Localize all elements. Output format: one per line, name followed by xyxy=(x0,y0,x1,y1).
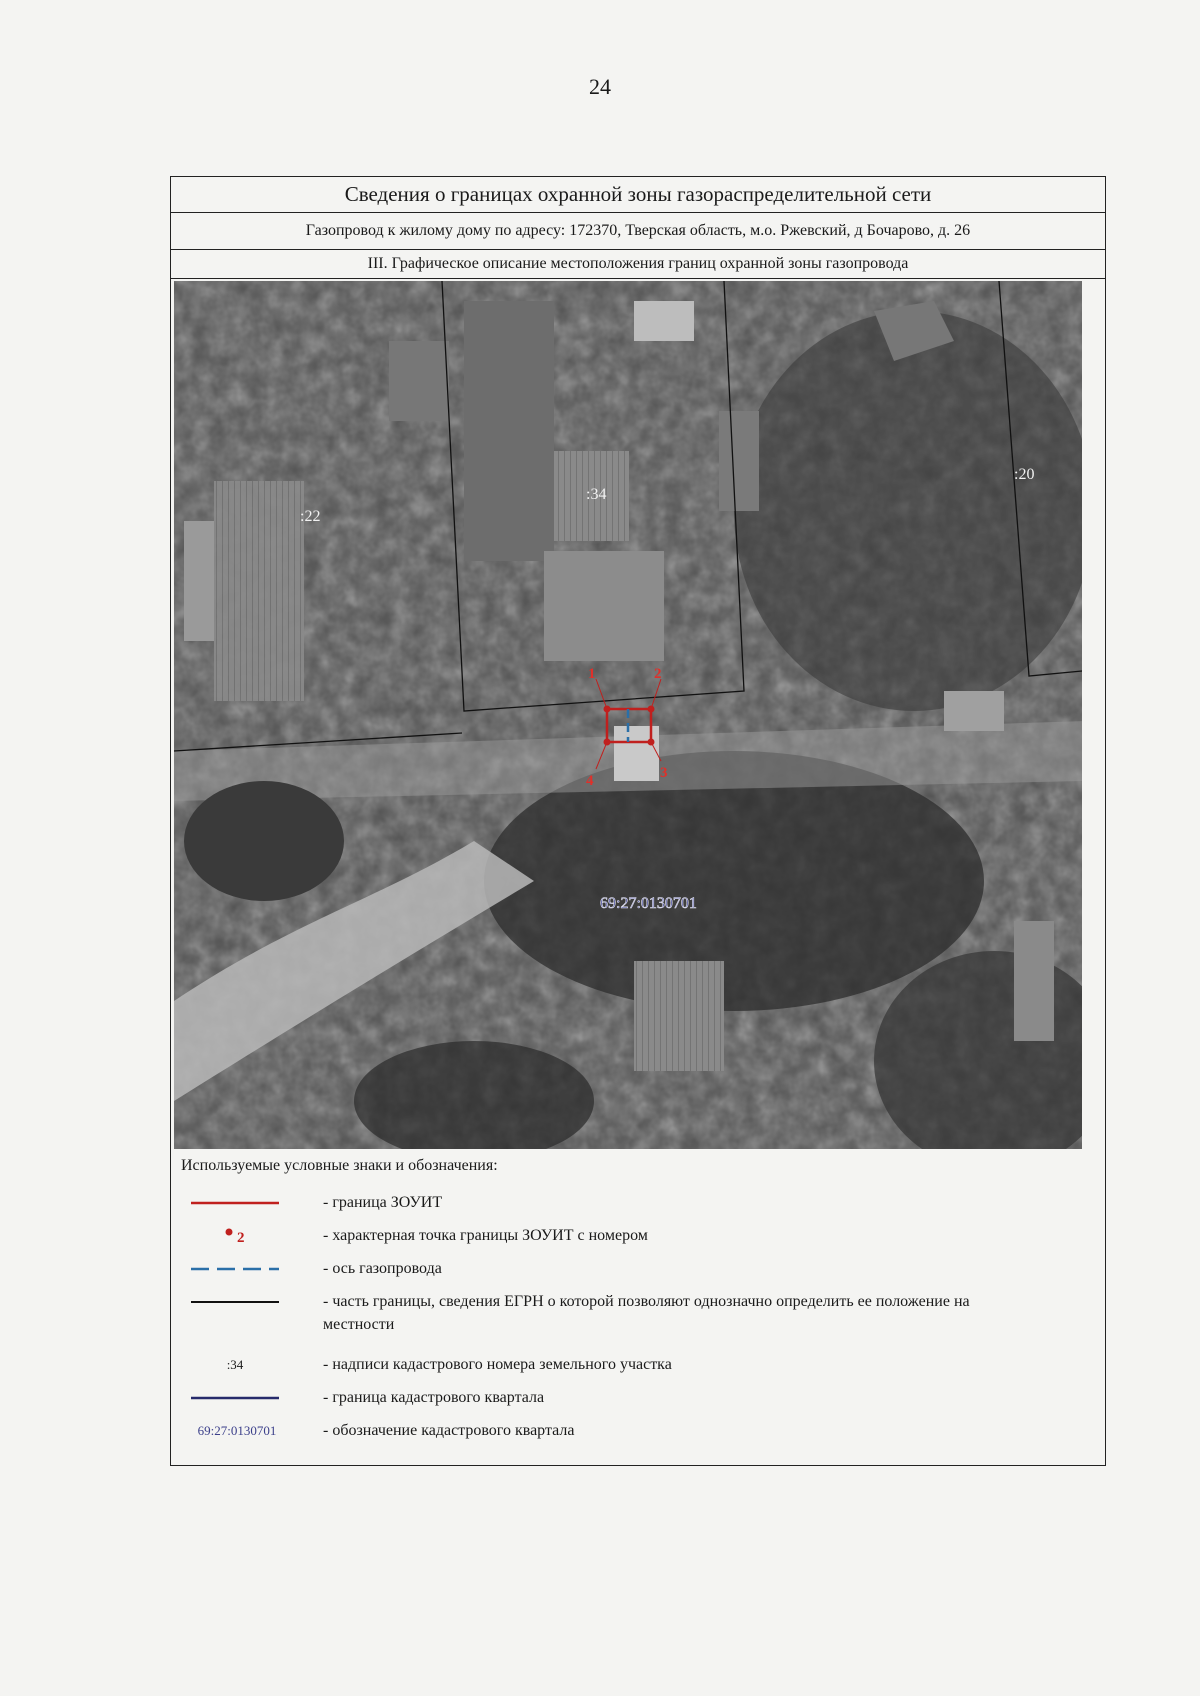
red-point-symbol xyxy=(189,1224,281,1248)
point-label: 3 xyxy=(660,765,668,781)
legend-caption: Используемые условные знаки и обозначения: xyxy=(181,1157,498,1174)
dark-blue-line-symbol xyxy=(189,1386,281,1410)
legend-symbol-text: 2 xyxy=(237,1230,245,1246)
quarter-label-symbol: 69:27:0130701 xyxy=(197,1423,277,1438)
document-frame xyxy=(170,176,1106,1466)
page-number: 24 xyxy=(589,74,611,99)
document-title: Сведения о границах охранной зоны газораспределительной сети xyxy=(171,177,1105,213)
parcel-label: :22 xyxy=(300,508,321,525)
red-line-symbol xyxy=(189,1191,281,1215)
point-label: 4 xyxy=(586,773,594,789)
blue-dashed-line-symbol xyxy=(189,1257,281,1281)
parcel-label: :20 xyxy=(1014,466,1035,483)
aerial-map-canvas xyxy=(174,281,1082,1149)
legend-label: - ось газопровода xyxy=(323,1260,442,1277)
legend-label: - часть границы, сведения ЕГРН о которой позволяют однозначно определить ее положение на местности xyxy=(323,1293,970,1333)
legend-label: - граница кадастрового квартала xyxy=(323,1389,545,1406)
black-line-symbol xyxy=(189,1290,281,1314)
aerial-map xyxy=(174,281,1082,1149)
quarter-label: 69:27:0130701 xyxy=(600,895,697,912)
parcel-label-symbol: :34 xyxy=(226,1357,244,1372)
section-title: III. Графическое описание местоположения границ охранной зоны газопровода xyxy=(171,250,1105,279)
legend xyxy=(171,1157,1105,1457)
legend-label: - обозначение кадастрового квартала xyxy=(323,1422,575,1439)
legend-label: - характерная точка границы ЗОУИТ с номером xyxy=(323,1227,648,1244)
point-label: 1 xyxy=(588,666,596,682)
legend-label: - граница ЗОУИТ xyxy=(323,1194,443,1211)
legend-label: - надписи кадастрового номера земельного участка xyxy=(323,1356,672,1373)
point-label: 2 xyxy=(654,666,662,682)
object-description: Газопровод к жилому дому по адресу: 172370, Тверская область, м.о. Ржевский, д Бочарово, д. 26 xyxy=(171,213,1105,250)
parcel-label: :34 xyxy=(586,486,607,503)
